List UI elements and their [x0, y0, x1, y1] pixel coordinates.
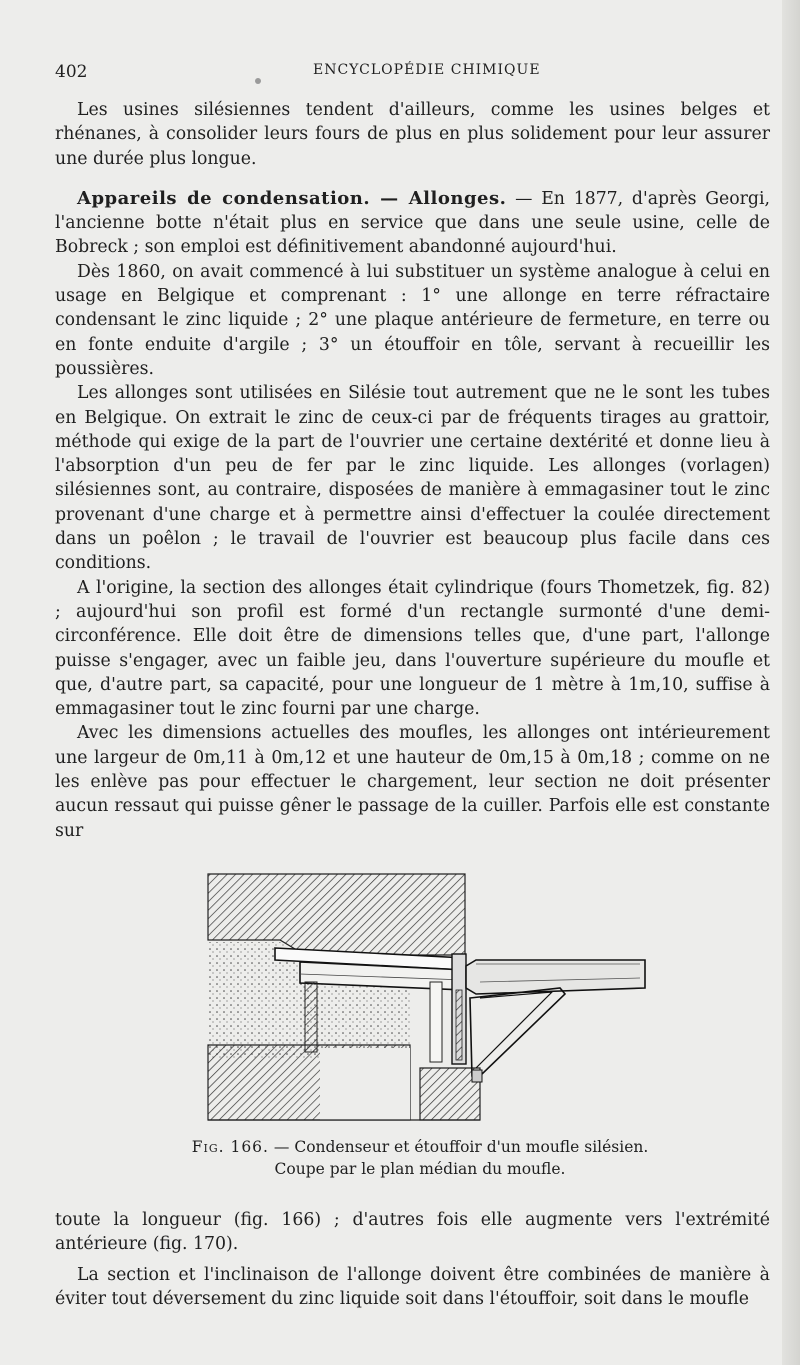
page-edge-shadow [782, 0, 800, 1365]
support-left [305, 982, 317, 1052]
caption-text-1: — Condenseur et étouffoir d'un moufle silésien. [268, 1138, 649, 1156]
right-lower-block [420, 1068, 480, 1120]
section-title: Appareils de condensation. — Allonges. [77, 187, 507, 209]
paragraph-1: Les usines silésiennes tendent d'ailleurs, comme les usines belges et rhénanes, à consolider leurs fours de plus en plus solidement pour leur assurer une durée plus longue. [55, 100, 770, 169]
paragraph-4: A l'origine, la section des allonges était cylindrique (fours Thometzek, fig. 82) ; aujourd'hui son profil est formé d'un rectangle surmonté d'une demi-circonférence. Elle doit être de dimensions telles que, d'une part, l'allonge puisse s'engager, avec un faible jeu, dans l'ouverture supérieure du moufle et que, d'autre part, sa capacité, pour une longueur de 1 mètre à 1m,10, suffise à emmagasiner tout le zinc fourni par une charge. [55, 577, 770, 720]
ink-dot [255, 78, 261, 84]
paragraph-3: Les allonges sont utilisées en Silésie tout autrement que ne le sont les tubes en Belgique. On extrait le zinc de ceux-ci par de fréquents tirages au grattoir, méthode qui exige de la part de l'ouvrier une certaine dextérité et donne lieu à l'absorption d'un peu de fer par le zinc liquide. Les allonges (vorlagen) silésiennes sont, au contraire, disposées de manière à emmagasiner tout le zinc provenant d'une charge et à permettre ainsi d'effectuer la coulée directement dans un poêlon ; le travail de l'ouvrier est beaucoup plus facile dans ces conditions. [55, 383, 770, 574]
paragraph-7: La section et l'inclinaison de l'allonge doivent être combinées de manière à éviter tout déversement du zinc liquide soit dans l'étouffoir, soit dans le moufle [55, 1264, 770, 1309]
section-text: — En 1877, d'après Georgi, l'ancienne botte n'était plus en service que dans une seule usine, celle de Bobreck ; son emploi est définitivement abandonné aujourd'hui. [55, 188, 771, 258]
support-right [430, 982, 442, 1062]
support-arm [470, 988, 565, 1076]
condenser-figure [180, 870, 660, 1130]
running-title: ENCYCLOPÉDIE CHIMIQUE [313, 62, 541, 78]
section-paragraph [55, 187, 770, 260]
page-number: 402 [55, 62, 88, 82]
paragraph-6: toute la longueur (fig. 166) ; d'autres fois elle augmente vers l'extrémité antérieure (fig. 170). [55, 1210, 770, 1255]
main-text [55, 98, 770, 843]
lower-gap [320, 1048, 410, 1120]
caption-line-1 [180, 1136, 660, 1158]
figure-label: Fig. 166. [191, 1138, 269, 1156]
continued-text [55, 1208, 770, 1311]
paragraph-2: Dès 1860, on avait commencé à lui substituer un système analogue à celui en usage en Belgique et comprenant : 1° une allonge en terre réfractaire condensant le zinc liquide ; 2° une plaque antérieure de fermeture, en terre ou en fonte enduite d'argile ; 3° un étouffoir en tôle, servant à recueillir les poussières. [55, 261, 770, 379]
page-header [55, 58, 775, 86]
figure-caption [180, 1136, 660, 1180]
paragraph-5: Avec les dimensions actuelles des moufles, les allonges ont intérieurement une largeur de 0m,11 à 0m,12 et une hauteur de 0m,15 à 0m,18 ; comme on ne les enlève pas pour effectuer le chargement, leur section ne doit présenter aucun ressaut qui puisse gêner le passage de la cuiller. Parfois elle est constante sur [55, 723, 770, 841]
caption-line-2: Coupe par le plan médian du moufle. [274, 1160, 566, 1178]
